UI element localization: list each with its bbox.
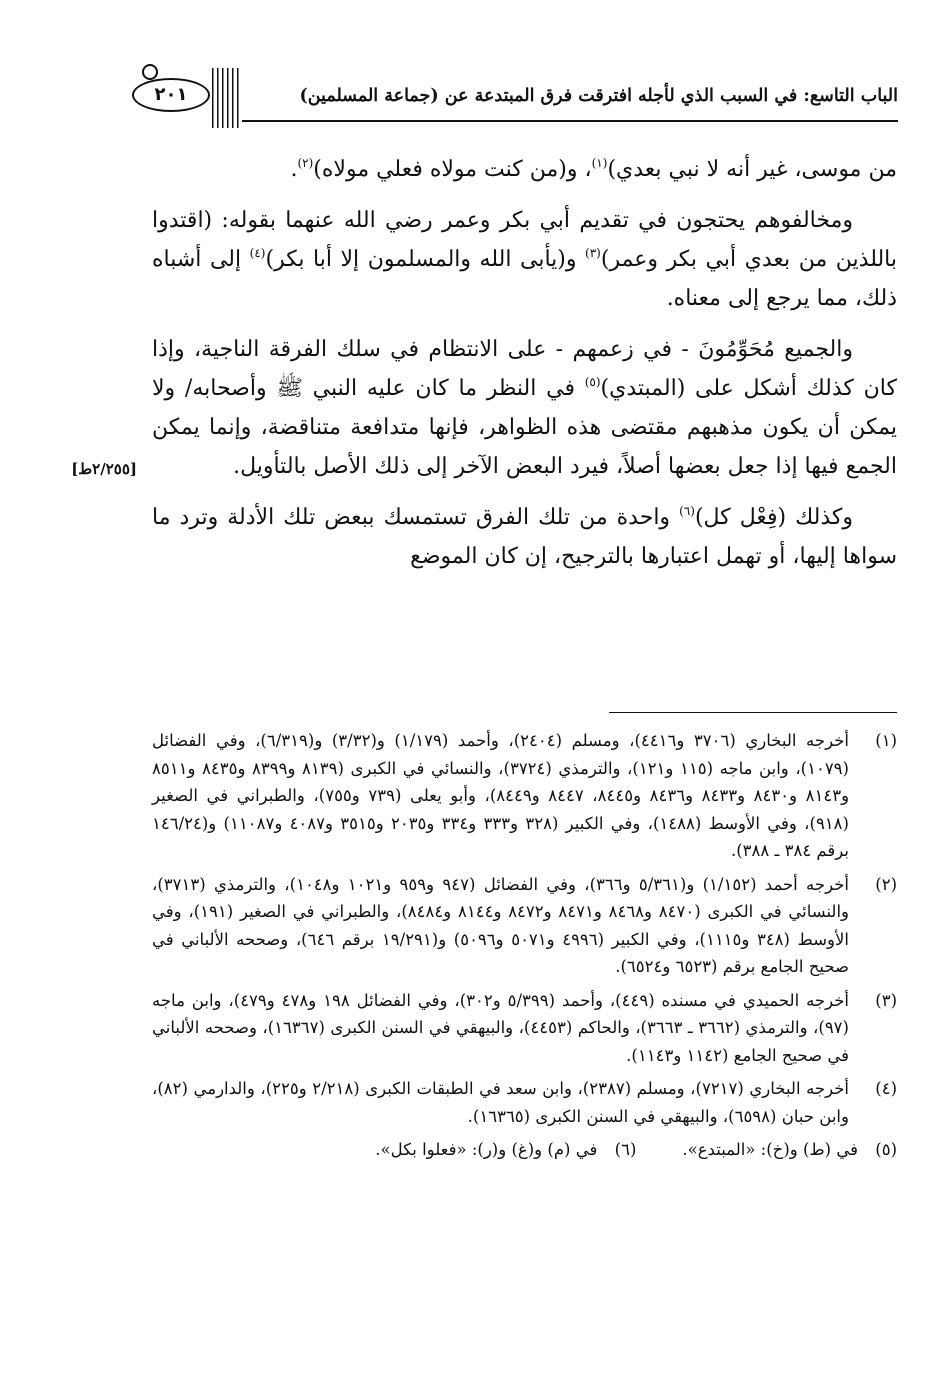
footnote-row [152,1136,897,1164]
footnote-number: (٣) [875,990,897,1010]
footnote-marker: (٦) [679,504,695,518]
paragraph-text: ومخالفوهم يحتجون في تقديم أبي بكر وعمر رضي الله عنهما بقوله: (اقتدوا باللذين من بعدي أبي بكر وعمر) [152,208,898,272]
footnote-marker: (١) [591,156,608,170]
paragraph-text: واحدة من تلك الفرق تستمسك ببعض تلك الأدلة وترد ما سواها إليها، أو تهمل اعتبارها بالترجيح، إن كان الموضع [152,505,897,569]
footnote-number: (٥) [875,1140,897,1159]
footnote-number: (١) [875,731,897,750]
footnote [152,987,897,1070]
footnote-separator [609,712,897,713]
margin-manuscript-reference: [٢/٢٥٥ط] [71,460,137,478]
footnote [152,871,897,981]
paragraph-text: وكذلك (فِعْل كل) [694,505,853,530]
main-text [152,150,897,588]
footnote-number: (٦) [614,1140,637,1159]
footnote-marker: (٤) [249,246,266,260]
footnote-text: أخرجه البخاري (٧٢١٧)، ومسلم (٢٣٨٧)، وابن سعد في الطبقات الكبرى (٢/٢١٨ و٢٢٥)، والدارمي (٨٢)، وابن حبان (٦٥٩٨)، والبيهقي في السنن الكبرى (١٦٣٦٥). [152,1079,850,1126]
header-rule [242,120,898,122]
footnote [152,1075,897,1130]
paragraph-text: إلى أشباه ذلك، مما يرجع إلى معناه. [152,247,897,311]
paragraph [152,150,897,189]
paragraph-text: ، و(من كنت مولاه فعلي مولاه) [313,157,592,182]
footnote [152,727,897,865]
page-number: ٢٠١ [132,78,210,112]
footnote-number: (٤) [875,1079,897,1098]
chapter-title: الباب التاسع: في السبب الذي لأجله افترقت فرق المبتدعة عن (جماعة المسلمين) [299,86,898,106]
paragraph-text: . [290,157,298,182]
paragraph-text: والجميع مُحَوِّمُونَ - في زعمهم - على الانتظام في سلك الفرقة الناجية، وإذا كان كذلك أشكل على (المبتدي) [152,337,897,401]
header-ornament [212,68,240,128]
footnote [375,1136,636,1164]
paragraph-text: و(يأبى الله والمسلمون إلا أبا بكر) [265,247,586,272]
paragraph-text: في النظر ما كان عليه النبي ﷺ وأصحابه/ ولا يمكن أن يكون مذهبهم مقتضى هذه الظواهر، فإنها متدافعة متناقضة، وإنما يمكن الجمع فيها إذا جعل بعضها أصلاً، فيرد البعض الآخر إلى ذلك الأصل بالتأويل. [152,376,897,479]
footnote-text: أخرجه الحميدي في مسنده (٤٤٩)، وأحمد (٥/٣٩٩ و٣٠٢)، وفي الفضائل ١٩٨ و٤٧٨ و٤٧٩)، وابن ماجه (٩٧)، والترمذي (٣٦٦٢ ـ ٣٦٦٣)، والحاكم (٤٤٥٣)، والبيهقي في السنن الكبرى (١٦٣٦٧)، وصححه الألباني في صحيح الجامع (١١٤٢ و١١٤٣). [152,990,849,1065]
footnote-marker: (٢) [297,156,314,170]
footnote-text: في (ط) و(خ): «المبتدع». [682,1140,858,1159]
paragraph [152,201,897,318]
footnote-marker: (٣) [585,246,601,260]
footnote-text: في (م) و(غ) و(ر): «فعلوا بكل». [375,1140,598,1159]
footnotes [152,727,897,1164]
footnote-text: أخرجه البخاري (٣٧٠٦ و٤٤١٦)، ومسلم (٢٤٠٤)، وأحمد (١/١٧٩) و(٣/٣٢) و(٦/٣١٩)، وفي الفضائل (١٠٧٩)، وابن ماجه (١١٥ و١٢١)، والترمذي (٣٧٢٤)، والنسائي في الكبرى (٨١٣٩ و٨٣٩٩ و٨٤٣٥ و٨٥١١ و٨١٤٣ و٨٤٣٠ و٨٤٣٣ و٨٤٣٦ و٨٤٤٥، ٨٤٤٧ و٨٤٤٩)، وأبو يعلى (٧٣٩ و٧٥٥)، والطبراني في الصغير (٩١٨)، وفي الأوسط (١٤٨٨)، وفي الكبير (٣٢٨ و٣٣٣ و٣٣٤ و٢٠٣٥ و٣٥١٥ و٤٠٨٧ و١١٠٨٧) و(١٤٦/٢٤ برقم ٣٨٤ ـ ٣٨٨). [152,731,850,860]
paragraph [152,498,897,576]
footnote-number: (٢) [875,874,897,894]
running-header [132,64,898,128]
footnote-marker: (٥) [584,375,601,389]
footnote-text: أخرجه أحمد (١/١٥٢) و(٥/٣٦١ و٣٦٦)، وفي الفضائل (٩٤٧ و٩٥٩ و١٠٢١ و١٠٤٨)، والترمذي (٣٧١٣)، والنسائي في الكبرى (٨٤٧٠ و٨٤٦٨ و٨٤٧١ و٨٤٧٢ و٨١٤٤ و٨٤٨٤)، والطبراني في الصغير (١٩١)، وفي الأوسط (٣٤٨ و١١١٥)، وفي الكبير (٤٩٩٦ و٥٠٧١ و٥٠٩٦) و(١٩/٢٩١ برقم ٦٤٦)، وصححه الألباني في صحيح الجامع برقم (٦٥٢٣ و٦٥٢٤). [152,874,850,976]
paragraph-text: من موسى، غير أنه لا نبي بعدي) [607,157,897,182]
paragraph [152,330,897,486]
footnote [682,1136,897,1164]
